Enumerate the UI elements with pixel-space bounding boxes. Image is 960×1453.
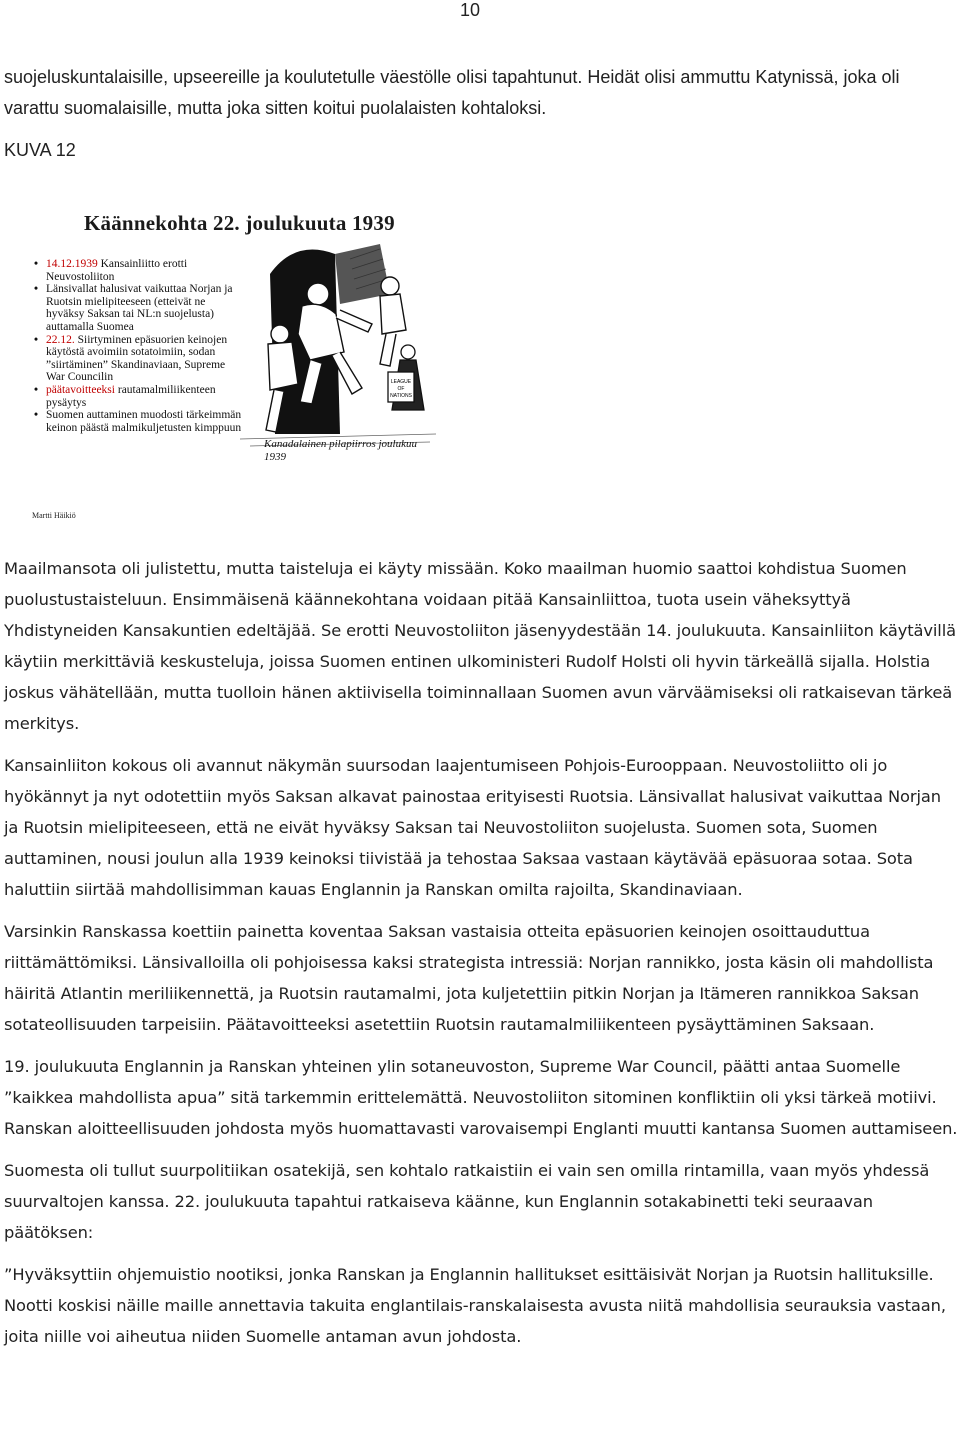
figure-bullet: • 22.12. Siirtyminen epäsuorien keinojen käytöstä avoimiin sotatoimiin, sodan ”siirtäminen” Skandinaviaan, Supreme War Councilin [32, 334, 242, 384]
page-number: 10 [460, 0, 481, 20]
cartoon-caption: Kanadalainen pilapiirros joulukuu 1939 [264, 438, 417, 463]
figure-bullet: • päätavoitteeksi rautamalmiliikenteen pysäytys [32, 384, 242, 409]
intro-paragraph: suojeluskuntalaisille, upseereille ja koulutetulle väestölle olisi tapahtunut. Heidät olisi ammuttu Katynissä, joka oli varattu suomalaisille, mutta joka sitten koitui puolalaisten kohtaloksi. [4, 67, 900, 118]
sign-text: OF [397, 386, 405, 392]
figure-bullet: • Suomen auttaminen muodosti tärkeimmän keinon päästä malmikuljetusten kimppuun [32, 409, 242, 434]
figure-bullet: • Länsivallat halusivat vaikuttaa Norjan ja Ruotsin mielipiteeseen (etteivät ne hyväksy Saksan tai NL:n suojelusta) auttamalla Suomea [32, 283, 242, 333]
figure-label: KUVA 12 [4, 140, 76, 160]
cartoon-illustration [240, 234, 436, 464]
paragraph: Suomesta oli tullut suurpolitiikan osatekijä, sen kohtalo ratkaistiin ei vain sen omilla rintamilla, vaan myös yhdessä suurvaltojen kanssa. 22. joulukuuta tapahtui ratkaiseva käänne, kun Englannin sotakabinetti teki seuraavan päätöksen: [4, 1161, 930, 1242]
paragraph: Maailmansota oli julistettu, mutta taisteluja ei käyty missään. Koko maailman huomio saattoi kohdistua Suomen puolustustaisteluun. Ensimmäisenä käännekohtana voidaan pitää Kansainliittoa, tuota usein väheksyttyä Yhdistyneiden Kansakuntien edeltäjää. Se erotti Neuvostoliiton jäsenyydestään 14. joulukuuta. Kansainliiton käytävillä käytiin merkittäviä keskusteluja, joissa Suomen entinen ulkoministeri Rudolf Holsti oli hyvin tärkeällä sijalla. Holstia joskus vähätellään, mutta tuolloin hänen aktiivisella toiminnallaan Suomen avun värväämiseksi oli ratkaisevan tärkeä merkitys. [4, 559, 956, 733]
figure-credit: Martti Häikiö [32, 511, 76, 520]
figure-kuva-12 [28, 200, 438, 530]
paragraph: Varsinkin Ranskassa koettiin painetta koventaa Saksan vastaisia otteita epäsuorien keinojen osoittauduttua riittämättömiksi. Länsivalloilla oli pohjoisessa kaksi strategista intressiä: Norjan rannikko, josta käsin oli mahdollista häiritä Atlantin meriliikennettä, ja Ruotsin rautamalmi, jota kuljetettiin pitkin Norjan ja Itämeren rannikkoa Saksan sotateollisuuden tarpeisiin. Päätavoitteeksi asetettiin Ruotsin rautamalmiliikenteen pysäyttäminen Saksaan. [4, 922, 934, 1034]
paragraph: Kansainliiton kokous oli avannut näkymän suursodan laajentumiseen Pohjois-Eurooppaan. Neuvostoliitto oli jo hyökännyt ja nyt odotettiin myös Saksan alkavat painostaa erityisesti Ruotsia. Länsivallat halusivat vaikuttaa Norjan ja Ruotsin mielipiteeseen, että ne eivät hyväksy Saksan tai Neuvostoliiton suojelusta. Suomen sota, Suomen auttaminen, nousi joulun alla 1939 keinoksi tiivistää ja tehostaa Saksaa vastaan käytävää epäsuoraa sotaa. Sota haluttiin siirtää mahdollisimman kauas Englannin ja Ranskan omilta rajoilta, Skandinaviaan. [4, 756, 941, 899]
body-text [4, 553, 960, 1363]
sign-text: NATIONS [390, 393, 412, 399]
figure-title: Käännekohta 22. joulukuuta 1939 [84, 211, 395, 235]
sign-text: LEAGUE [390, 379, 412, 385]
figure-bullet-list [32, 258, 242, 434]
paragraph: 19. joulukuuta Englannin ja Ranskan yhteinen ylin sotaneuvoston, Supreme War Council, päätti antaa Suomelle ”kaikkea mahdollista apua” sitä tarkemmin erittelemättä. Neuvostoliiton sitominen konfliktiin oli yksi tärkeä motiivi. Ranskan aloitteellisuuden johdosta myös huomattavasti varovaisempi Englanti muutti kantansa Suomen auttamiseen. [4, 1057, 958, 1138]
paragraph: ”Hyväksyttiin ohjemuistio nootiksi, jonka Ranskan ja Englannin hallitukset esittäisivät Norjan ja Ruotsin hallituksille. Nootti koskisi näille maille annettavia takuita englantilais-ranskalaisesta avusta niitä mahdollisia seurauksia vastaan, joita niille voi aiheutua niiden Suomelle antaman avun johdosta. [4, 1265, 946, 1346]
figure-bullet: • 14.12.1939 Kansainliitto erotti Neuvostoliiton [32, 258, 242, 283]
